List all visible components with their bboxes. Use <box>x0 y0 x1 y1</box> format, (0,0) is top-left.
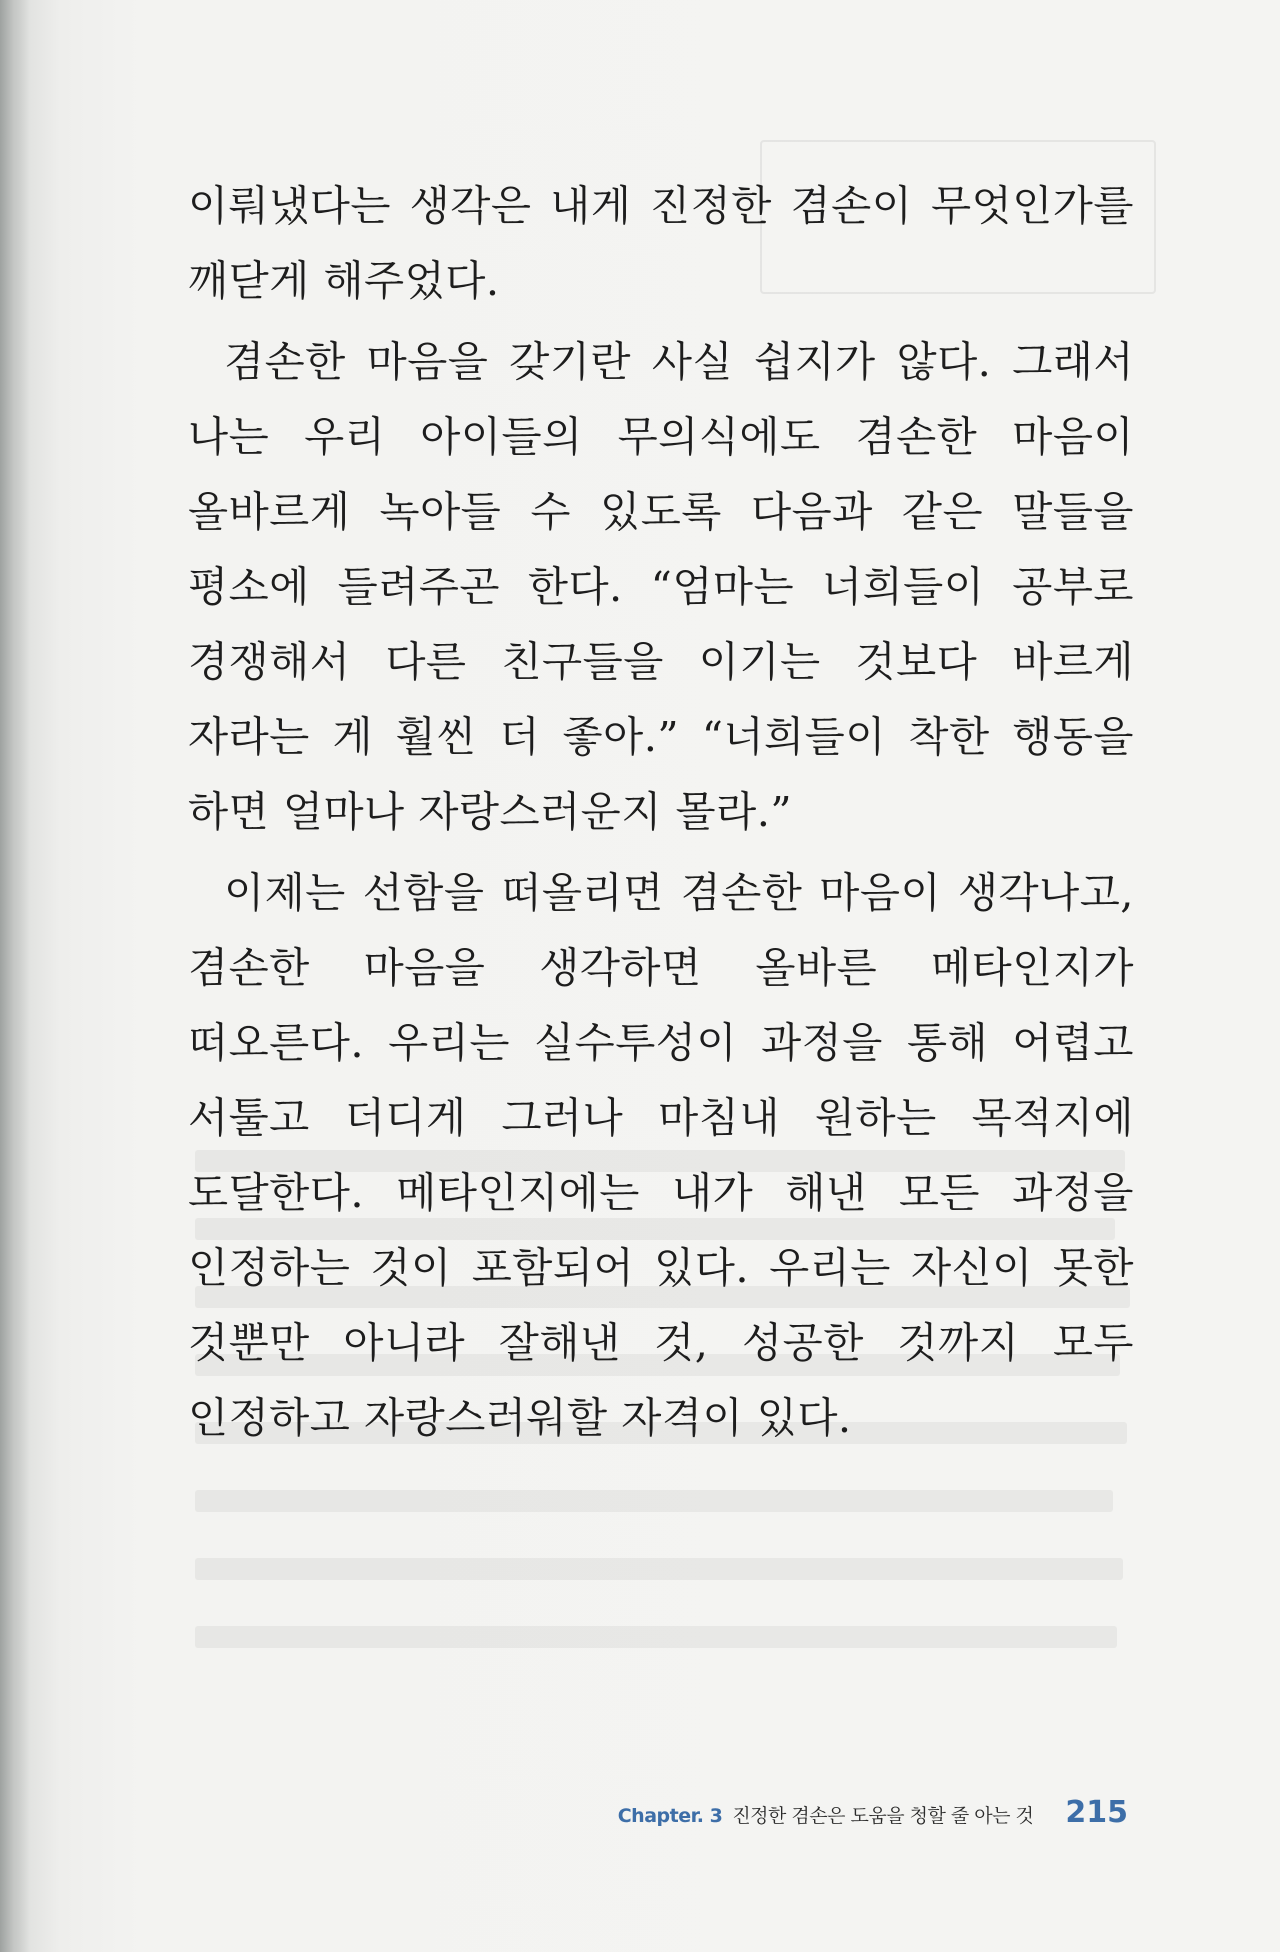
page-footer <box>618 1795 1128 1830</box>
chapter-label: Chapter. 3 <box>617 1805 723 1827</box>
body-text <box>188 168 1134 1461</box>
paragraph: 이제는 선함을 떠올리면 겸손한 마음이 생각나고, 겸손한 마음을 생각하면 올바른 메타인지가 떠오른다. 우리는 실수투성이 과정을 통해 어렵고 서툴고 더디게 그러나 마침내 원하는 목적지에 도달한다. 메타인지에는 내가 해낸 모든 과정을 인정하는 것이 포함되어 있다. 우리는 자신이 못한 것뿐만 아니라 잘해낸 것, 성공한 것까지 모두 인정하고 자랑스러워할 자격이 있다. <box>188 868 1134 1442</box>
bleed-through-line <box>195 1626 1117 1648</box>
bleed-through-line <box>195 1490 1113 1512</box>
page-number: 215 <box>1065 1795 1128 1830</box>
paragraph: 이뤄냈다는 생각은 내게 진정한 겸손이 무엇인가를 깨닫게 해주었다. <box>188 181 1134 305</box>
paragraph: 겸손한 마음을 갖기란 사실 쉽지가 않다. 그래서 나는 우리 아이들의 무의식에도 겸손한 마음이 올바르게 녹아들 수 있도록 다음과 같은 말들을 평소에 들려주곤 한다. “엄마는 너희들이 공부로 경쟁해서 다른 친구들을 이기는 것보다 바르게 자라는 게 훨씬 더 좋아.” “너희들이 착한 행동을 하면 얼마나 자랑스러운지 몰라.” <box>188 337 1134 836</box>
bleed-through-line <box>195 1558 1123 1580</box>
page-spine-shadow <box>0 0 30 1952</box>
chapter-title: 진정한 겸손은 도움을 청할 줄 아는 것 <box>732 1805 1034 1827</box>
